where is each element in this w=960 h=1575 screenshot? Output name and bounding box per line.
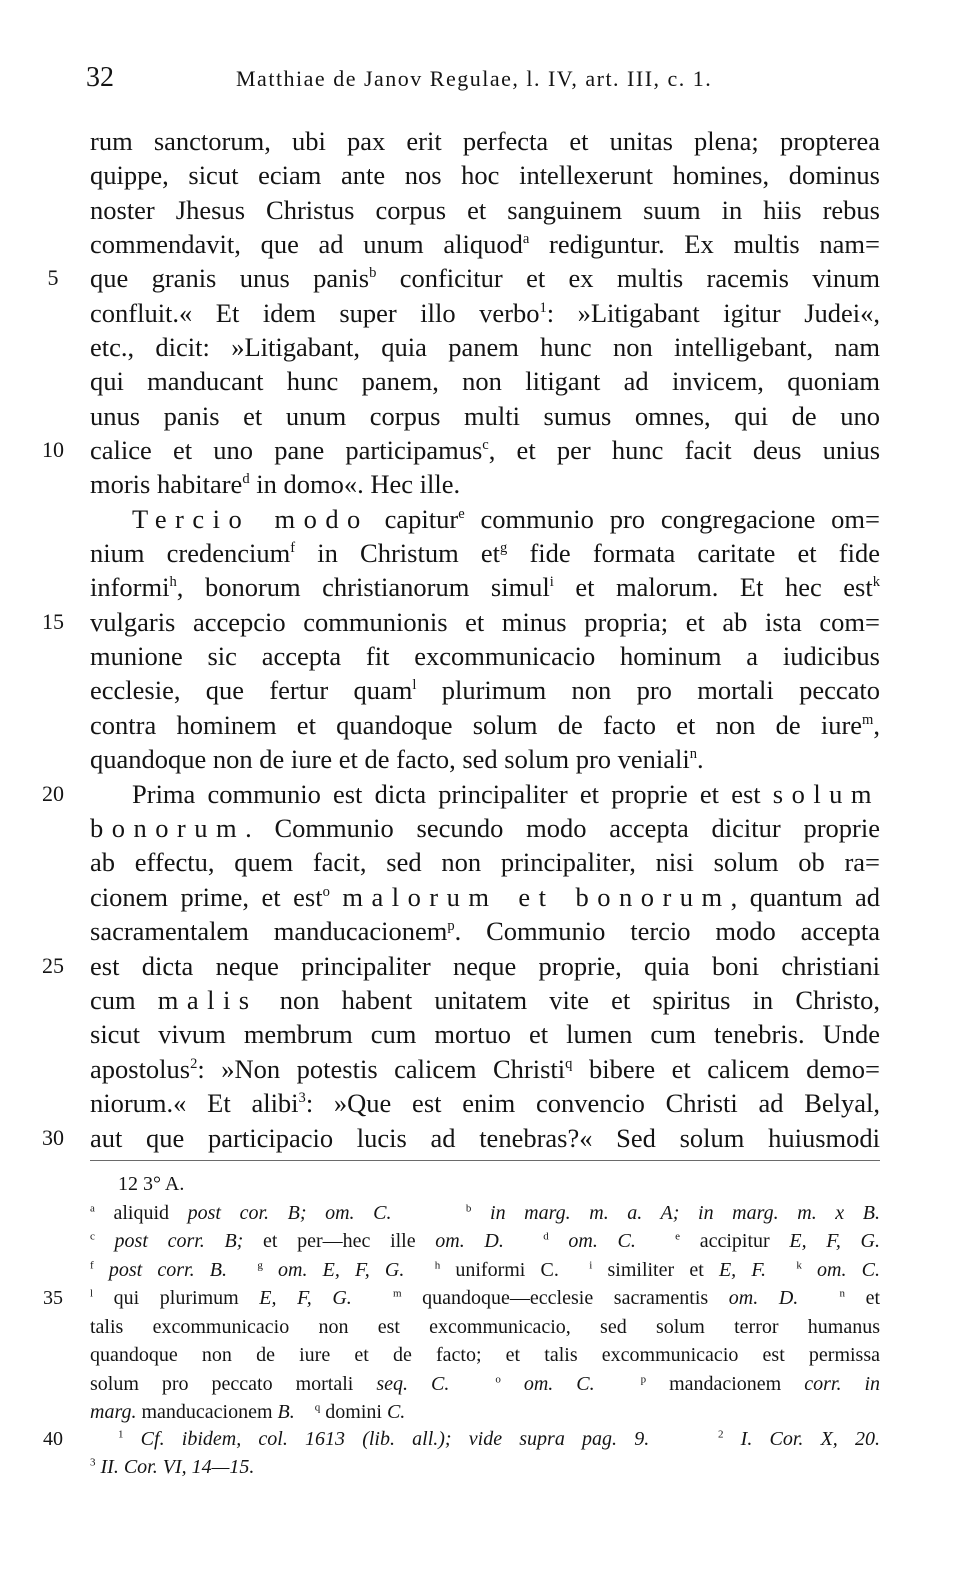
text-line: bonorum. Communio secundo modo accepta dicitur proprie [90,813,880,843]
text-line: cionem prime, et est$^o$ malorum et bonorum, quantum ad [90,882,881,912]
footnote-mark: 2 [190,1056,198,1073]
text-line: apostolus$^2$: »Non potestis calicem Christi$^q$ bibere et calicem demo= [90,1054,880,1084]
footnote-mark: b [369,265,377,282]
footnote-mark: 3 [298,1090,306,1107]
text-line: sicut vivum membrum cum mortuo et lumen cum tenebris. Unde [90,1019,880,1049]
footnote-mark: d [242,471,250,488]
text-line: vulgaris accepcio communionis et minus propria; et ab ista com= [90,607,880,637]
footnote-mark: i [549,574,554,591]
line-number: 10 [42,437,64,462]
footnote-mark: o [322,884,330,901]
footnote-mark: e [458,506,465,523]
footnote-line: 12 3° A. [118,1173,185,1195]
text-line: est dicta neque principaliter neque proprie, quia boni christiani [90,951,880,981]
line-number: 25 [42,953,64,978]
line-number: 5 [47,265,59,290]
line-number: 15 [42,609,64,634]
footnote-line: $^c$ post corr. B; et per—hec ille om. D. $^d$ om. C. $^e$ accipitur E, F, G. [90,1230,880,1252]
text-line: quandoque non de iure et de facto, sed solum pro veniali$^n$. [90,744,704,774]
footnote-mark: c [482,437,489,454]
footnote-mark: l [412,677,417,694]
footnote-line: $^f$ post corr. B. $^g$ om. E, F, G. $^h$ uniformi C. $^i$ similiter et E, F. $^k$ om. C. [90,1259,881,1281]
text-line: niorum.« Et alibi$^3$: »Que est enim convencio Christi ad Belyal, [90,1088,881,1118]
running-title: Matthiae de Janov Regulae, l. IV, art. III, c. 1. [236,66,713,91]
footnote-line: marg. manducacionem B. $^q$ domini C. [90,1401,406,1423]
footnote-rule [90,1160,880,1161]
footnote-mark: p [447,918,455,935]
footnote-line: $^1$ Cf. ibidem, col. 1613 (lib. all.); vide supra pag. 9. $^2$ I. Cor. X, 20. [118,1428,880,1450]
text-line: Prima communio est dicta principaliter et proprie et est solum [132,779,880,809]
text-line: aut que participacio lucis ad tenebras?« Sed solum huiusmodi [90,1123,880,1153]
text-line: qui manducant hunc panem, non litigant ad invicem, quoniam [90,366,880,396]
footnote-mark: m [862,712,874,729]
text-line: munione sic accepta fit excommunicacio hominum a iudicibus [90,641,880,671]
text-line: sacramentalem manducacionem$^p$. Communio tercio modo accepta [90,916,880,946]
text-line: etc., dicit: »Litigabant, quia panem hunc non intelligebant, nam [90,332,880,362]
text-line: rum sanctorum, ubi pax erit perfecta et unitas plena; propterea [90,126,880,156]
footnote-mark: n [689,746,698,763]
footnote-line: solum pro peccato mortali seq. C. $^o$ om. C. $^p$ mandacionem corr. in [90,1373,881,1395]
text-line: noster Jhesus Christus corpus et sanguinem suum in hiis rebus [90,195,880,225]
text-line: informi$^h$, bonorum christianorum simul$^i$ et malorum. Et hec est$^k$ [90,572,880,602]
footnote-mark: a [522,231,530,248]
text-line: calice et uno pane participamus$^c$, et per hunc facit deus unius [90,435,881,465]
footnote-line: quandoque non de iure et de facto; et talis excommunicacio est permissa [90,1344,880,1366]
line-number: 35 [43,1287,63,1309]
text-line: ecclesie, que fertur quam$^l$ plurimum non pro mortali peccato [90,675,880,705]
footnote-mark: q [565,1056,573,1073]
footnote-line: $^a$ aliquid post cor. B; om. C. $^b$ in marg. m. a. A; in marg. m. x B. [90,1202,880,1224]
footnote-mark: g [500,540,508,557]
footnote-mark: 1 [539,300,547,317]
footnote-mark: k [872,574,880,591]
line-number: 40 [43,1428,63,1450]
text-line: Tercio modo capitur$^e$ communio pro congregacione om= [132,504,880,534]
text-line: nium credencium$^f$ in Christum $et^g$ fide formata caritate et fide [90,538,880,568]
footnote-mark: h [169,574,177,591]
text-line: unus panis et unum corpus multi sumus omnes, qui de uno [90,401,880,431]
text-line: cum malis non habent unitatem vite et spiritus in Christo, [90,985,880,1015]
text-line: ab effectu, quem facit, sed non principaliter, nisi solum ob ra= [90,847,880,877]
text-line: quippe, sicut eciam ante nos hoc intellexerunt homines, dominus [90,160,880,190]
footnote-line: talis excommunicacio non est excommunicacio, sed solum terror humanus [90,1316,880,1338]
line-number: 20 [42,781,64,806]
footnote-mark: f [290,540,296,557]
page-number: 32 [86,62,114,93]
footnote-line: $^l$ qui plurimum E, F, G. $^m$ quandoque—ecclesie sacramentis om. D. $^n$ et [90,1287,881,1309]
text-line: contra hominem et quandoque solum de facto et non de iure$^m$, [90,710,880,740]
line-number: 30 [42,1125,64,1150]
footnote-line: $^3$ II. Cor. VI, 14—15. [90,1456,255,1478]
text-line: confluit.« Et idem super illo verbo$^1$: »Litigabant igitur Judei«, [90,298,881,328]
text-line: commendavit, que ad unum aliquod$^a$ rediguntur. Ex multis nam= [90,229,880,259]
text-line: moris habitare$^d$ in domo«. Hec ille. [90,469,461,499]
text-line: que granis unus panis$^b$ conficitur et ex multis racemis vinum [90,263,880,293]
